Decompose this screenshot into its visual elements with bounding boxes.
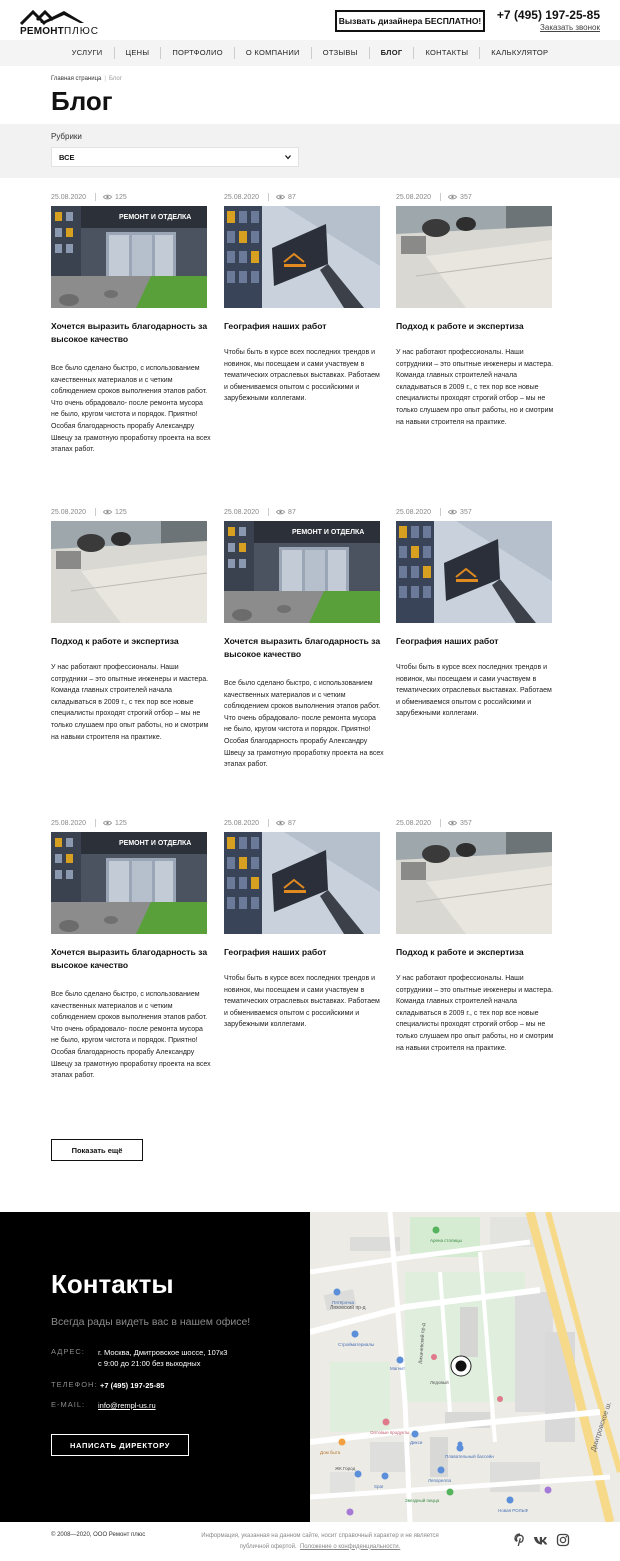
office-map[interactable] xyxy=(310,1212,620,1522)
map-label: Лихачевский пр-д xyxy=(418,1322,427,1365)
post-title[interactable]: Подход к работе и экспертиза xyxy=(396,321,524,331)
blog-card[interactable] xyxy=(224,818,380,1029)
post-views: 87 xyxy=(288,193,296,201)
sign-text: РЕМОНТ И ОТДЕЛКА xyxy=(292,529,365,536)
post-title[interactable]: Хочется выразить благодарность за высокое качество xyxy=(51,947,208,970)
post-views: 87 xyxy=(288,508,296,516)
map-poi-icon[interactable] xyxy=(433,1227,440,1234)
post-excerpt: У нас работают профессионалы. Наши сотрудники – это опытные инженеры и мастера. Команда главных строителей начала складываться в 2009 г., с тех пор все новые специалисты проходят строгий отбор – мы не только слушаем про опыт работы, но и смотрим на навыки строителя на практике. xyxy=(396,349,554,426)
blog-card[interactable] xyxy=(51,507,209,741)
instagram-icon[interactable] xyxy=(556,1533,570,1547)
post-date: 25.08.2020 xyxy=(51,819,87,827)
post-meta xyxy=(224,192,380,202)
post-views: 87 xyxy=(288,819,296,827)
post-title[interactable]: Подход к работе и экспертиза xyxy=(51,636,179,646)
privacy-link[interactable]: Положение о конфиденциальности. xyxy=(299,1543,401,1550)
post-meta xyxy=(51,192,207,202)
post-meta xyxy=(51,507,207,517)
post-views: 125 xyxy=(115,193,127,201)
post-excerpt: Чтобы быть в курсе всех последних трендов и новинок, мы посещаем и сами участвуем в тематических отраслевых выставках. Работаем и обмениваемся опытом с российскими и зарубежными коллегами. xyxy=(224,975,380,1029)
blog-card[interactable] xyxy=(224,192,380,403)
map-label: Дикси xyxy=(410,1440,423,1445)
contacts-email-link[interactable]: info@rempl-us.ru xyxy=(98,1401,156,1410)
blog-card[interactable] xyxy=(51,818,211,1080)
map-label: Дмитровское ш. xyxy=(590,1400,613,1453)
nav-item-6[interactable]: КОНТАКТЫ xyxy=(413,47,479,59)
post-views: 357 xyxy=(460,193,472,201)
nav-item-1[interactable]: ЦЕНЫ xyxy=(114,47,161,59)
blog-card[interactable] xyxy=(51,192,211,454)
blog-card[interactable] xyxy=(396,192,554,426)
address-label: АДРЕС: xyxy=(51,1347,85,1356)
post-date: 25.08.2020 xyxy=(51,193,87,201)
post-meta xyxy=(224,818,380,828)
logo-text: РЕМОНТПЛЮС xyxy=(20,26,99,37)
post-title[interactable]: География наших работ xyxy=(396,636,499,646)
post-meta xyxy=(224,507,380,517)
eye-icon xyxy=(276,509,285,515)
breadcrumb: Главная страница | Блог xyxy=(51,76,122,82)
map-label: Звездный пицца xyxy=(405,1498,440,1503)
blog-card[interactable] xyxy=(396,818,554,1052)
eye-icon xyxy=(448,509,457,515)
address-value: г. Москва, Дмитровское шоссе, 107к3 с 9:00 до 21:00 без выходных xyxy=(98,1348,228,1368)
post-views: 125 xyxy=(115,508,127,516)
map-canvas[interactable] xyxy=(310,1212,620,1522)
phone-label: ТЕЛЕФОН: xyxy=(51,1380,98,1389)
blog-card[interactable] xyxy=(224,507,384,769)
map-label: Стройматериалы xyxy=(338,1342,375,1347)
map-poi-icon[interactable] xyxy=(352,1331,359,1338)
post-thumbnail[interactable] xyxy=(224,521,380,623)
category-filter xyxy=(0,124,620,178)
map-poi-icon[interactable] xyxy=(507,1497,514,1504)
post-views: 357 xyxy=(460,508,472,516)
map-label: Арена столицы xyxy=(430,1238,462,1243)
map-poi-icon[interactable] xyxy=(497,1396,503,1402)
map-poi-icon[interactable] xyxy=(397,1357,404,1364)
post-date: 25.08.2020 xyxy=(51,508,87,516)
legal-notice: Информация, указанная на данном сайте, носит справочный характер и не является публичной офертой. Положение о конфиденциальности. xyxy=(201,1533,439,1550)
map-label: Ляховский пр-д xyxy=(330,1305,366,1311)
map-poi-icon[interactable] xyxy=(383,1419,390,1426)
post-date: 25.08.2020 xyxy=(396,508,432,516)
map-label: Дом быта xyxy=(320,1450,341,1455)
post-title[interactable]: Хочется выразить благодарность за высокое качество xyxy=(224,636,381,659)
post-thumbnail[interactable] xyxy=(396,521,552,623)
sign-text: РЕМОНТ И ОТДЕЛКА xyxy=(119,214,192,221)
post-excerpt: Все было сделано быстро, с использованием качественных материалов и с четким соблюдением сроков выполнения этапов работ. Что очень обрадовало- после ремонта мусора не было, кругом чистота и порядок. Приятно! Особая благодарность прорабу Александру Швецу за грамотную проработку проекта на всех этапах работ. xyxy=(51,365,211,454)
post-excerpt: Все было сделано быстро, с использованием качественных материалов и с четким соблюдением сроков выполнения этапов работ. Что очень обрадовало- после ремонта мусора не было, кругом чистота и порядок. Приятно! Особая благодарность прорабу Александру Швецу за грамотную проработку проекта на всех этапах работ. xyxy=(224,680,384,769)
eye-icon xyxy=(103,194,112,200)
map-poi-icon[interactable] xyxy=(431,1354,437,1360)
breadcrumb-current: Блог xyxy=(108,76,122,82)
post-date: 25.08.2020 xyxy=(224,819,260,827)
map-poi-icon[interactable] xyxy=(355,1471,362,1478)
nav-item-7[interactable]: КАЛЬКУЛЯТОР xyxy=(479,47,559,59)
sign-text: РЕМОНТ И ОТДЕЛКА xyxy=(119,840,192,847)
post-meta xyxy=(396,818,552,828)
post-thumbnail[interactable] xyxy=(396,832,552,934)
post-thumbnail[interactable] xyxy=(51,206,207,308)
map-poi-icon[interactable] xyxy=(545,1487,552,1494)
post-meta xyxy=(51,818,207,828)
map-label: Плавательный бассейн xyxy=(445,1454,494,1459)
post-thumbnail[interactable] xyxy=(396,206,552,308)
post-date: 25.08.2020 xyxy=(224,193,260,201)
chevron-down-icon xyxy=(285,154,291,160)
map-label: Оптовые продукты xyxy=(370,1430,410,1435)
main-nav xyxy=(0,40,620,66)
map-poi-icon[interactable] xyxy=(334,1289,341,1296)
eye-icon xyxy=(448,820,457,826)
map-poi-icon[interactable] xyxy=(458,1442,463,1447)
site-footer xyxy=(0,1522,620,1561)
map-label: Новая РОЛЬФ xyxy=(498,1508,528,1513)
post-excerpt: У нас работают профессионалы. Наши сотрудники – это опытные инженеры и мастера. Команда главных строителей начала складываться в 2009 г., с тех пор все новые специалисты проходят строгий отбор – мы не только слушаем про опыт работы, но и смотрим на навыки строителя на практике. xyxy=(396,975,554,1052)
post-date: 25.08.2020 xyxy=(396,819,432,827)
post-views: 357 xyxy=(460,819,472,827)
map-label: Пятёрочка xyxy=(332,1300,355,1305)
map-poi-icon[interactable] xyxy=(339,1439,346,1446)
map-poi-icon[interactable] xyxy=(382,1473,389,1480)
write-director-button[interactable]: НАПИСАТЬ ДИРЕКТОРУ xyxy=(51,1434,189,1456)
show-more-button[interactable]: Показать ещё xyxy=(51,1139,143,1161)
breadcrumb-home[interactable]: Главная страница xyxy=(51,76,102,82)
contacts-subtitle: Всегда рады видеть вас в нашем офисе! xyxy=(51,1316,251,1328)
contacts-phone[interactable]: +7 (495) 197-25-85 xyxy=(100,1381,165,1390)
blog-card[interactable] xyxy=(396,507,552,718)
contacts-title: Контакты xyxy=(51,1269,174,1299)
logo[interactable] xyxy=(20,9,99,37)
contacts-section xyxy=(0,1212,310,1522)
map-poi-icon[interactable] xyxy=(447,1489,454,1496)
post-views: 125 xyxy=(115,819,127,827)
post-thumbnail[interactable] xyxy=(224,832,380,934)
post-meta xyxy=(396,192,552,202)
nav-item-3[interactable]: О КОМПАНИИ xyxy=(234,47,311,59)
office-location-marker[interactable] xyxy=(451,1356,471,1376)
nav-item-0[interactable]: УСЛУГИ xyxy=(71,48,103,57)
map-label: ЖК Город xyxy=(335,1466,356,1471)
eye-icon xyxy=(448,194,457,200)
header-phone[interactable]: +7 (495) 197-25-85 xyxy=(496,8,600,22)
map-label: Spar xyxy=(374,1484,384,1489)
nav-item-4[interactable]: ОТЗЫВЫ xyxy=(311,47,369,59)
post-excerpt: Чтобы быть в курсе всех последних трендов и новинок, мы посещаем и сами участвуем в тематических отраслевых выставках. Работаем и обмениваемся опытом с российскими и зарубежными коллегами. xyxy=(224,349,380,403)
post-title[interactable]: География наших работ xyxy=(224,947,327,957)
post-excerpt: Чтобы быть в курсе всех последних трендов и новинок, мы посещаем и сами участвуем в тематических отраслевых выставках. Работаем и обмениваемся опытом с российскими и зарубежными коллегами. xyxy=(396,664,552,718)
eye-icon xyxy=(276,194,285,200)
map-poi-icon[interactable] xyxy=(438,1467,445,1474)
category-select-value: ВСЕ xyxy=(59,152,75,162)
eye-icon xyxy=(103,820,112,826)
post-date: 25.08.2020 xyxy=(224,508,260,516)
site-header xyxy=(0,0,620,40)
vk-icon[interactable] xyxy=(533,1533,549,1547)
map-label: Ледовый xyxy=(430,1380,449,1385)
map-label: Магнит xyxy=(390,1366,406,1371)
nav-item-2[interactable]: ПОРТФОЛИО xyxy=(160,47,234,59)
post-date: 25.08.2020 xyxy=(396,193,432,201)
call-designer-button[interactable]: Вызвать дизайнера БЕСПЛАТНО! xyxy=(335,10,485,32)
callback-link[interactable]: Заказать звонок xyxy=(540,23,600,32)
map-label: Лепорелла xyxy=(428,1478,452,1483)
pinterest-icon[interactable] xyxy=(513,1533,527,1547)
post-excerpt: Все было сделано быстро, с использованием качественных материалов и с четким соблюдением сроков выполнения этапов работ. Что очень обрадовало- после ремонта мусора не было, кругом чистота и порядок. Приятно! Особая благодарность прорабу Александру Швецу за грамотную проработку проекта на всех этапах работ. xyxy=(51,991,211,1080)
post-title[interactable]: География наших работ xyxy=(224,321,327,331)
post-thumbnail[interactable] xyxy=(51,521,207,623)
eye-icon xyxy=(103,509,112,515)
filter-label: Рубрики xyxy=(51,132,82,141)
nav-item-5[interactable]: БЛОГ xyxy=(369,47,414,59)
post-title[interactable]: Хочется выразить благодарность за высокое качество xyxy=(51,321,208,344)
map-poi-icon[interactable] xyxy=(347,1509,354,1516)
page-title: Блог xyxy=(51,86,113,116)
logo-roof-icon xyxy=(20,9,86,25)
post-thumbnail[interactable] xyxy=(224,206,380,308)
map-poi-icon[interactable] xyxy=(412,1431,419,1438)
email-label: E-MAIL: xyxy=(51,1400,86,1409)
copyright: © 2008—2020, ООО Ремонт плюс xyxy=(51,1532,146,1538)
category-select[interactable] xyxy=(51,147,299,167)
post-meta xyxy=(396,507,552,517)
eye-icon xyxy=(276,820,285,826)
post-title[interactable]: Подход к работе и экспертиза xyxy=(396,947,524,957)
post-thumbnail[interactable] xyxy=(51,832,207,934)
post-excerpt: У нас работают профессионалы. Наши сотрудники – это опытные инженеры и мастера. Команда главных строителей начала складываться в 2009 г., с тех пор все новые специалисты проходят строгий отбор – мы не только слушаем про опыт работы, но и смотрим на навыки строителя на практике. xyxy=(51,664,209,741)
